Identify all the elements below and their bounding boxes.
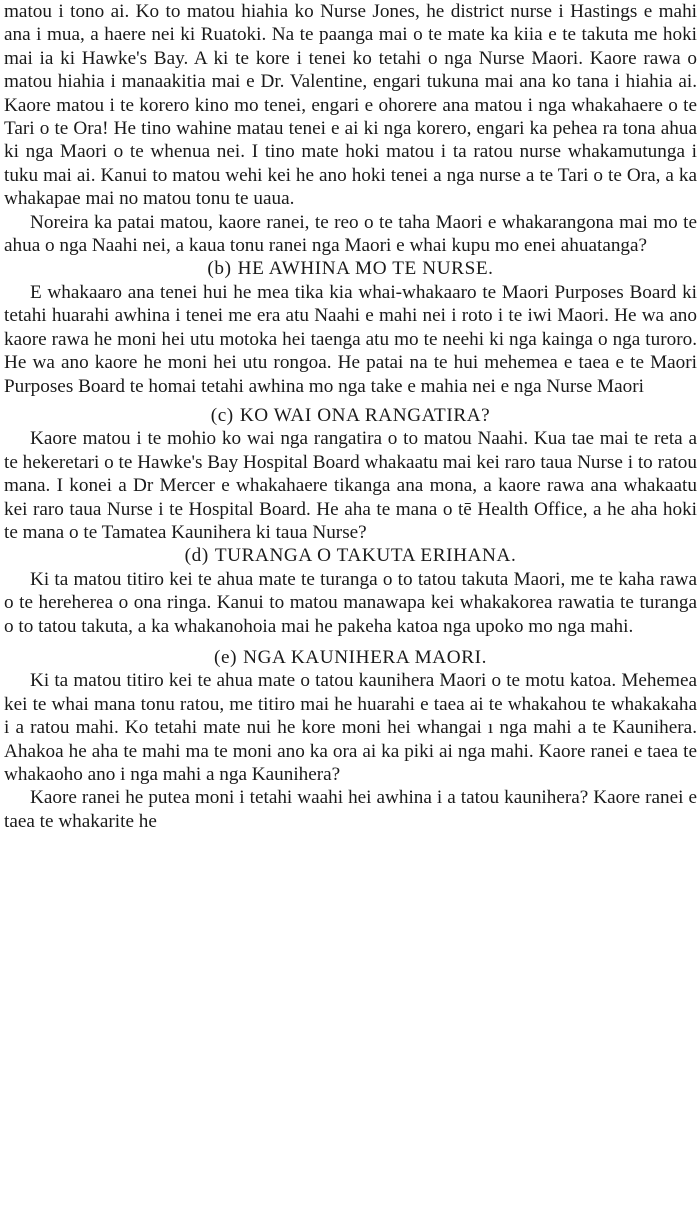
section-heading-d-text: TURANGA O TAKUTA ERIHANA. xyxy=(214,545,517,567)
paragraph-4: Kaore matou i te mohio ko wai nga rangatira o to matou Naahi. Kua tae mai te reta a te hekeretari o te Hawke's Bay Hospital Board whakaatu mai kei raro taua Nurse i to ratou mana. I konei a Dr Mercer e whakahaere tikanga ana mona, a kaore rawa ana whakaatu kei raro taua Nurse i te Hospital Board. He aha te mana o tē Health Office, a he aha hoki te mana o te Tamatea Kaunihera ki taua Nurse? xyxy=(4,428,697,543)
paragraph-6: Ki ta matou titiro kei te ahua mate o tatou kaunihera Maori o te motu katoa. Mehemea kei te whai mana tonu ratou, me titiro mai he huarahi e taea ai te whakahou te whakakaha i a ratou mahi. Ko tetahi mate nui he kore moni hei whangai ı nga mahi a te Kaunihera. Ahakoa he aha te mahi ma te moni ano ka ora ai ka piki ai nga mahi. Kaore ranei e taea te whakaoho ano i nga mahi a nga Kaunihera? xyxy=(4,670,697,785)
section-heading-e xyxy=(4,646,697,669)
paragraph-1: matou i tono ai. Ko to matou hiahia ko Nurse Jones, he district nurse i Hastings e mahi ana i mua, a haere nei ki Ruatoki. Na te paanga mai o te mate ka kiia e te takuta me hoki mai ia ki Hawke's Bay. A ki te kore i tenei ko tetahi o nga Nurse Maori. Kaore rawa o matou hiahia i manaakitia mai e Dr. Valentine, engari tukuna mai ana ko tana i hiahia ai. Kaore matou i te korero kino mo tenei, engari e ohorere ana matou i nga whakahaere o te Tari o te Ora! He tino wahine matau tenei e ai ki nga korero, engari ka pehea ra tona ahua ki nga Maori o te whenua nei. I tino mate hoki matou i ta ratou nurse whakamutunga i tuku mai ai. Kanui to matou wehi kei he ano hoki tenei a nga nurse a te Tari o te Ora, a ka whakapae mai no matou tonu te uaua. xyxy=(4,1,697,210)
paragraph-2: Noreira ka patai matou, kaore ranei, te reo o te taha Maori e whakarangona mai mo te ahua o nga Naahi nei, a kaua tonu ranei nga Maori e whai kupu mo enei ahuatanga? xyxy=(4,211,697,257)
section-heading-b-mark: (b) xyxy=(207,258,232,280)
section-heading-d xyxy=(4,544,697,567)
paragraph-3: E whakaaro ana tenei hui he mea tika kia whai-whakaaro te Maori Purposes Board ki tetahi huarahi awhina i tenei me era atu Naahi e mahi nei i roto i te iwi Maori. He wa ano kaore rawa he moni hei utu motoka hei taenga atu mo te neehi ki nga kainga o nga turoro. He wa ano kaore he moni hei utu rongoa. He patai na te hui mehemea e taea e te Maori Purposes Board te homai tetahi awhina mo nga take e mahia nei e nga Nurse Maori xyxy=(4,281,697,397)
section-heading-e-mark: (e) xyxy=(214,646,238,668)
section-heading-c xyxy=(4,404,697,427)
section-heading-c-text: KO WAI ONA RANGATIRA? xyxy=(239,404,491,426)
section-heading-b xyxy=(4,257,697,280)
section-heading-e-text: NGA KAUNIHERA MAORI. xyxy=(243,646,487,668)
section-heading-c-mark: (c) xyxy=(210,404,234,426)
section-heading-b-text: HE AWHINA MO TE NURSE. xyxy=(237,258,494,280)
paragraph-7: Kaore ranei he putea moni i tetahi waahi hei awhina i a tatou kaunihera? Kaore ranei e taea te whakarite he xyxy=(4,787,697,832)
section-heading-d-mark: (d) xyxy=(184,545,209,567)
paragraph-5: Ki ta matou titiro kei te ahua mate te turanga o to tatou takuta Maori, me te kaha rawa o te hereherea o ona ringa. Kanui to matou manawapa kei whakakorea rawatia te turanga o to tatou takuta, a ka whakanohoia mai he pakeha katoa nga upoko mo nga mahi. xyxy=(4,568,697,637)
